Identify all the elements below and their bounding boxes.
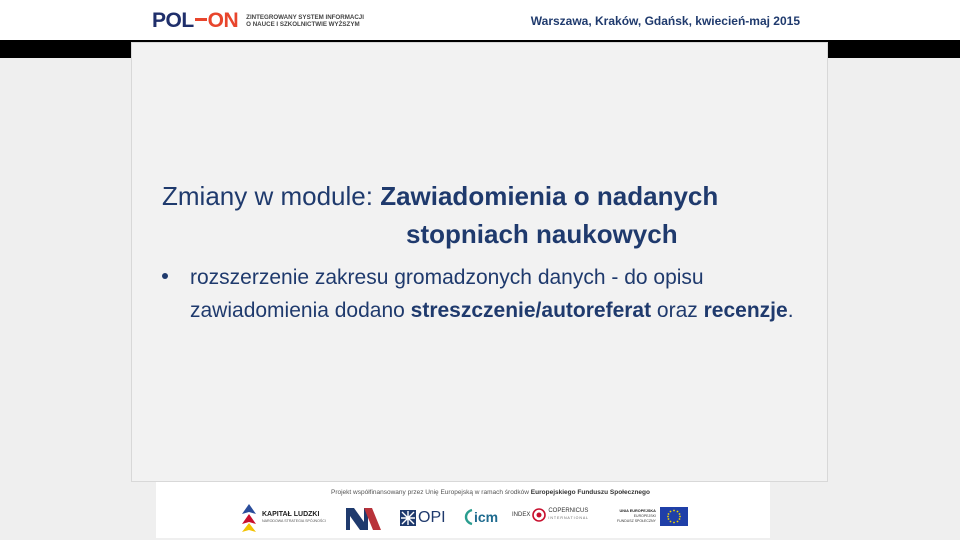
- header-bar: [0, 0, 960, 40]
- kapital-ludzki-text: [262, 511, 326, 525]
- title-prefix: Zmiany w module:: [162, 181, 381, 211]
- nn-logo: [346, 508, 381, 530]
- eu-line2: EUROPEJSKI: [633, 514, 656, 518]
- note-prefix: Projekt współfinansowany przez Unię Europejską w ramach środków: [331, 489, 531, 496]
- index-sub: I N T E R N A T I O N A L: [548, 516, 589, 520]
- eu-line1: UNIA EUROPEJSKA: [619, 509, 656, 513]
- polon-logo: [152, 10, 364, 32]
- slide-title: [162, 177, 802, 253]
- eu-text: [617, 509, 656, 524]
- eu-flag-icon: [660, 507, 688, 526]
- nn-logo-icon: [346, 508, 381, 530]
- title-bold: Zawiadomienia o nadanych: [380, 181, 719, 211]
- bullet-bold2: recenzje: [703, 299, 788, 322]
- index-text: [548, 508, 588, 522]
- logo-on-text: ON: [207, 9, 239, 32]
- bullet-part1: rozszerzenie zakresu gromadzonych danych - do opisu zawiadomienia dodano: [190, 266, 704, 322]
- eu-line3: FUNDUSZ SPOŁECZNY: [617, 519, 656, 523]
- note-fund: Europejskiego Funduszu Społecznego: [530, 489, 650, 496]
- icm-logo: [462, 508, 498, 526]
- opi-logo: [400, 509, 446, 527]
- logo-pol-text: POL: [152, 9, 194, 32]
- index-main: COPERNICUS: [548, 508, 589, 514]
- index-copernicus-logo: [512, 508, 588, 522]
- bullet-end: .: [787, 299, 794, 322]
- bullet-item: [162, 261, 802, 327]
- bullet-dot-icon: [162, 273, 168, 279]
- partner-logos: [156, 502, 770, 536]
- opi-icon: [400, 510, 416, 526]
- logo-dash: [195, 18, 207, 21]
- copernicus-globe-icon: [532, 508, 546, 522]
- icm-swirl-icon: [462, 508, 474, 526]
- footer-logos: [156, 482, 770, 538]
- logo-subtitle-line2: O NAUCE I SZKOLNICTWIE WYŻSZYM: [246, 21, 360, 28]
- kapital-ludzki-icon: [242, 504, 256, 532]
- opi-text: OPI: [418, 509, 446, 526]
- logo-subtitle: [246, 14, 364, 29]
- index-top: INDEX: [512, 512, 531, 518]
- logo-subtitle-line1: ZINTEGROWANY SYSTEM INFORMACJI: [246, 13, 364, 21]
- bullet-bold1: streszczenie/autoreferat: [410, 299, 652, 322]
- cofinancing-note: [331, 489, 650, 496]
- bullet-text: [190, 261, 802, 327]
- kapital-sub: NARODOWA STRATEGIA SPÓJNOŚCI: [262, 519, 326, 523]
- kapital-title: KAPITAŁ LUDZKI: [262, 511, 320, 518]
- kapital-ludzki-logo: [242, 504, 326, 532]
- icm-text: icm: [474, 509, 499, 525]
- location-date: Warszawa, Kraków, Gdańsk, kwiecień-maj 2015: [530, 14, 800, 28]
- title-line2: stopniach naukowych: [406, 219, 678, 249]
- bullet-part2: oraz: [651, 299, 704, 322]
- eu-logo: [617, 507, 688, 526]
